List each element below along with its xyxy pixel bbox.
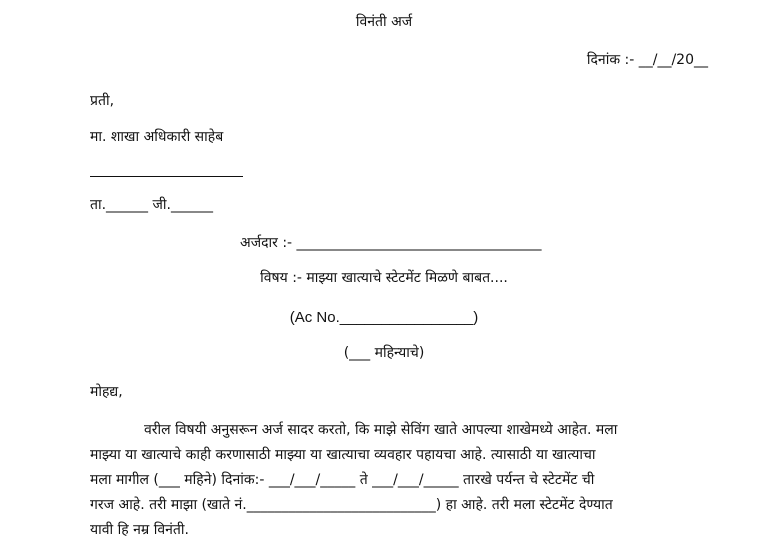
recipient-officer: मा. शाखा अधिकारी साहेब xyxy=(90,129,224,145)
body-line: माझ्या या खात्याचे काही करणासाठी माझ्या या खात्याचा व्यवहार पहायचा आहे. त्यासाठी या खात्याचा xyxy=(90,447,596,463)
recipient-district-line: ता.______ जी.______ xyxy=(90,197,213,213)
subject-line: विषय :- माझ्या खात्याचे स्टेटमेंट मिळणे बाबत.... xyxy=(260,270,508,286)
date-line: दिनांक :- __/__/20__ xyxy=(586,52,708,68)
document-title: विनंती अर्ज xyxy=(355,14,413,30)
salutation: मोहद्य, xyxy=(90,384,123,400)
body-line: वरील विषयी अनुसरून अर्ज सादर करतो, कि माझे सेविंग खाते आपल्या शाखेमध्ये आहेत. मला xyxy=(144,422,618,438)
body-line: मला मागील (___ महिने) दिनांक:- ___/___/_____ ते ___/___/_____ तारखे पर्यन्त चे स्टेटमेंट ची xyxy=(90,472,595,488)
body-line: गरज आहे. तरी माझा (खाते नं.___________________________) हा आहे. तरी मला स्टेटमेंट देण्यात xyxy=(90,497,613,513)
account-number-line: (Ac No.________________) xyxy=(289,309,479,326)
applicant-line: अर्जदार :- ___________________________________ xyxy=(240,235,542,251)
recipient-to: प्रती, xyxy=(90,93,115,109)
months-line: (___ महिन्याचे) xyxy=(343,345,425,361)
recipient-blank-line xyxy=(90,176,243,177)
body-paragraph xyxy=(90,418,710,543)
body-line: यावी हि नम्र विनंती. xyxy=(90,522,189,538)
